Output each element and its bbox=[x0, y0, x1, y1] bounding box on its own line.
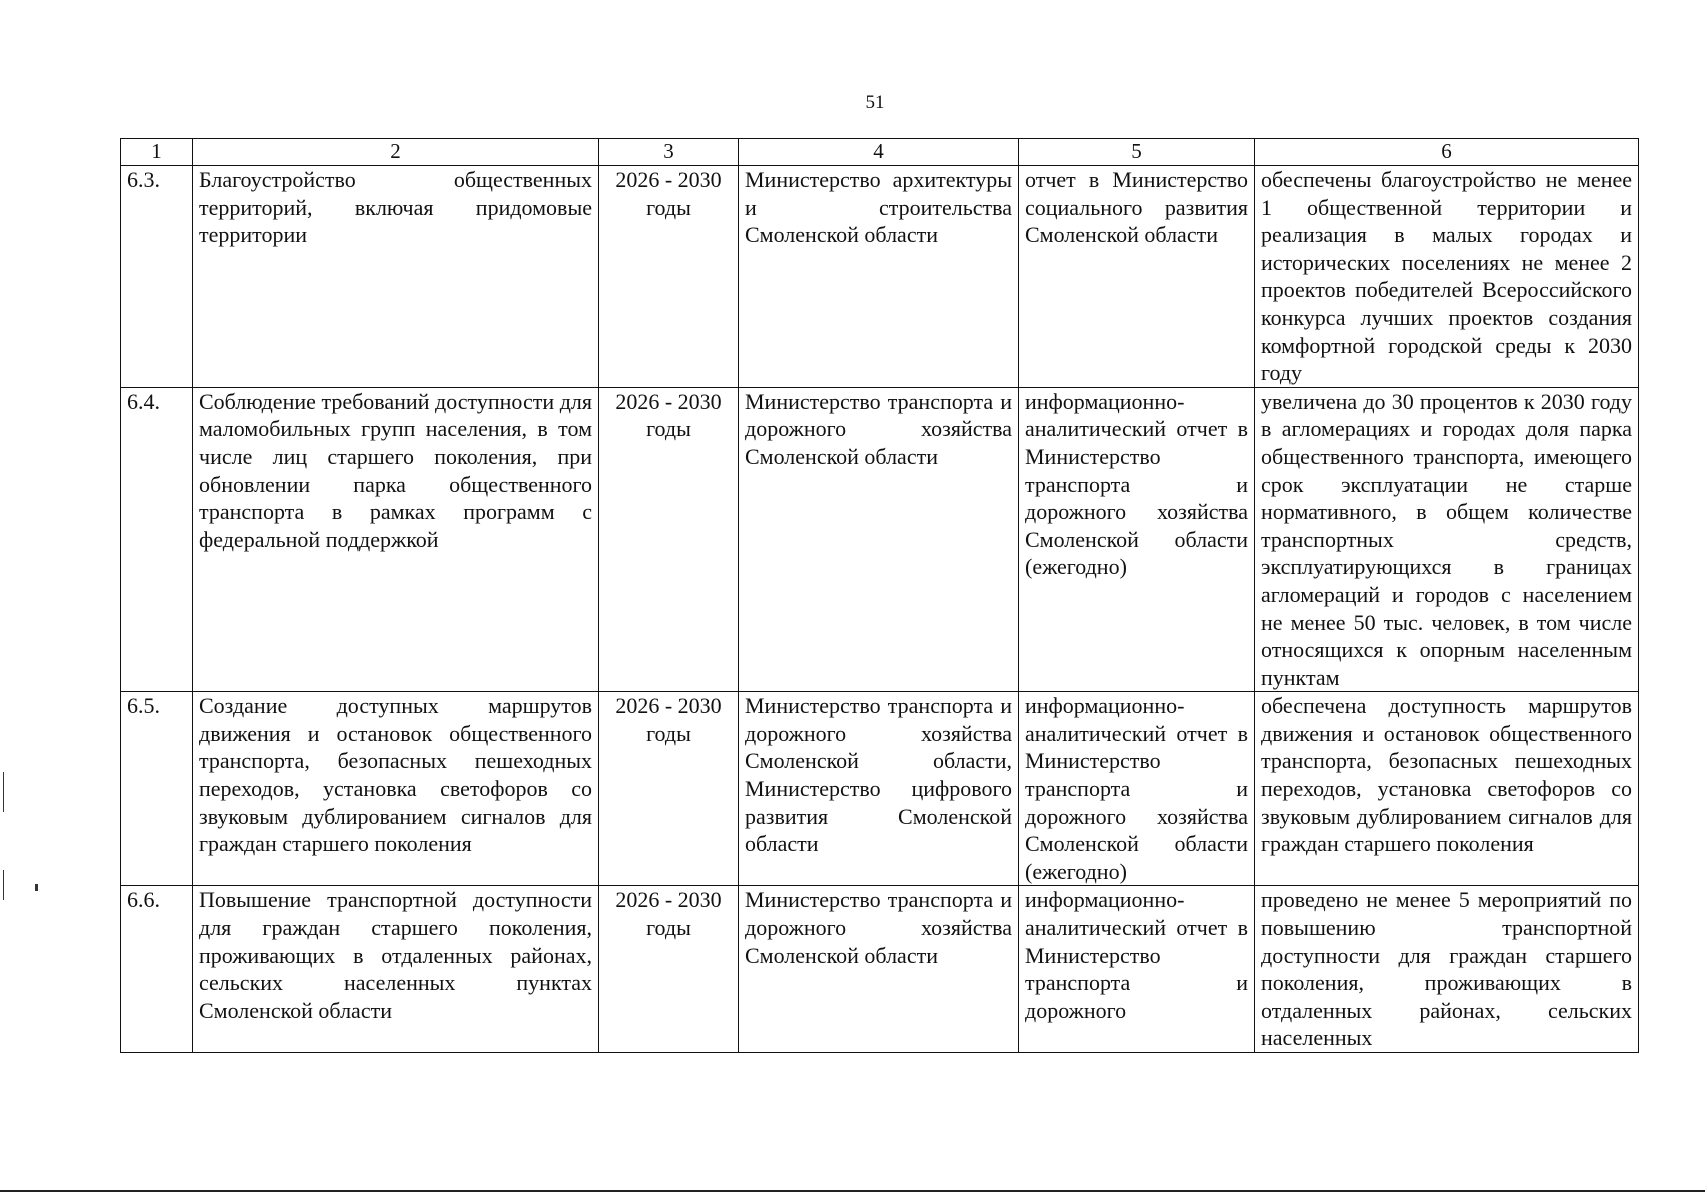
column-number: 4 bbox=[739, 139, 1019, 166]
scan-speck bbox=[3, 870, 4, 900]
measure-name: Повышение транспортной доступности для граждан старшего поколения, проживающих в отдаленных районах, сельских населенных пунктах Смоленской области bbox=[193, 886, 599, 1053]
implementation-period: 2026 - 2030 годы bbox=[599, 886, 739, 1053]
column-number: 6 bbox=[1255, 139, 1639, 166]
expected-result: проведено не менее 5 мероприятий по повышению транспортной доступности для граждан старшего поколения, проживающих в отдаленных районах, сельских населенных bbox=[1255, 886, 1639, 1053]
responsible-executor: Министерство архитектуры и строительства Смоленской области bbox=[739, 166, 1019, 388]
measure-name: Благоустройство общественных территорий, включая придомовые территории bbox=[193, 166, 599, 388]
table-row bbox=[121, 692, 1639, 886]
implementation-period: 2026 - 2030 годы bbox=[599, 166, 739, 388]
scan-speck bbox=[3, 772, 4, 812]
expected-result: обеспечена доступность маршрутов движения и остановок общественного транспорта, безопасных пешеходных переходов, установка светофоров со звуковым дублированием сигналов для граждан старшего поколения bbox=[1255, 692, 1639, 886]
table-row bbox=[121, 387, 1639, 692]
column-number-row bbox=[121, 139, 1639, 166]
report-form: отчет в Министерство социального развития Смоленской области bbox=[1019, 166, 1255, 388]
table-row bbox=[121, 166, 1639, 388]
scan-speck bbox=[35, 884, 38, 891]
responsible-executor: Министерство транспорта и дорожного хозяйства Смоленской области, Министерство цифрового развития Смоленской области bbox=[739, 692, 1019, 886]
expected-result: увеличена до 30 процентов к 2030 году в агломерациях и городах доля парка общественного транспорта, имеющего срок эксплуатации не старше нормативного, в общем количестве транспортных средств, эксплуатирующихся в границах агломераций и городов с населением не менее 50 тыс. человек, в том числе относящихся к опорным населенным пунктам bbox=[1255, 387, 1639, 692]
measure-name: Соблюдение требований доступности для маломобильных групп населения, в том числе лиц старшего поколения, при обновлении парка общественного транспорта в рамках программ с федеральной поддержкой bbox=[193, 387, 599, 692]
report-form: информационно-аналитический отчет в Министерство транспорта и дорожного хозяйства Смоленской области (ежегодно) bbox=[1019, 387, 1255, 692]
report-form: информационно-аналитический отчет в Министерство транспорта и дорожного хозяйства Смоленской области (ежегодно) bbox=[1019, 692, 1255, 886]
measures-table bbox=[120, 138, 1639, 1053]
item-number: 6.5. bbox=[121, 692, 193, 886]
column-number: 2 bbox=[193, 139, 599, 166]
measure-name: Создание доступных маршрутов движения и остановок общественного транспорта, безопасных пешеходных переходов, установка светофоров со звуковым дублированием сигналов для граждан старшего поколения bbox=[193, 692, 599, 886]
responsible-executor: Министерство транспорта и дорожного хозяйства Смоленской области bbox=[739, 886, 1019, 1053]
implementation-period: 2026 - 2030 годы bbox=[599, 692, 739, 886]
item-number: 6.6. bbox=[121, 886, 193, 1053]
implementation-period: 2026 - 2030 годы bbox=[599, 387, 739, 692]
expected-result: обеспечены благоустройство не менее 1 общественной территории и реализация в малых городах и исторических поселениях не менее 2 проектов победителей Всероссийского конкурса лучших проектов создания комфортной городской среды к 2030 году bbox=[1255, 166, 1639, 388]
table-row bbox=[121, 886, 1639, 1053]
page-number: 51 bbox=[865, 92, 885, 113]
item-number: 6.3. bbox=[121, 166, 193, 388]
scan-bottom-edge bbox=[0, 1190, 1705, 1192]
report-form: информационно-аналитический отчет в Министерство транспорта и дорожного bbox=[1019, 886, 1255, 1053]
column-number: 5 bbox=[1019, 139, 1255, 166]
responsible-executor: Министерство транспорта и дорожного хозяйства Смоленской области bbox=[739, 387, 1019, 692]
column-number: 3 bbox=[599, 139, 739, 166]
item-number: 6.4. bbox=[121, 387, 193, 692]
column-number: 1 bbox=[121, 139, 193, 166]
